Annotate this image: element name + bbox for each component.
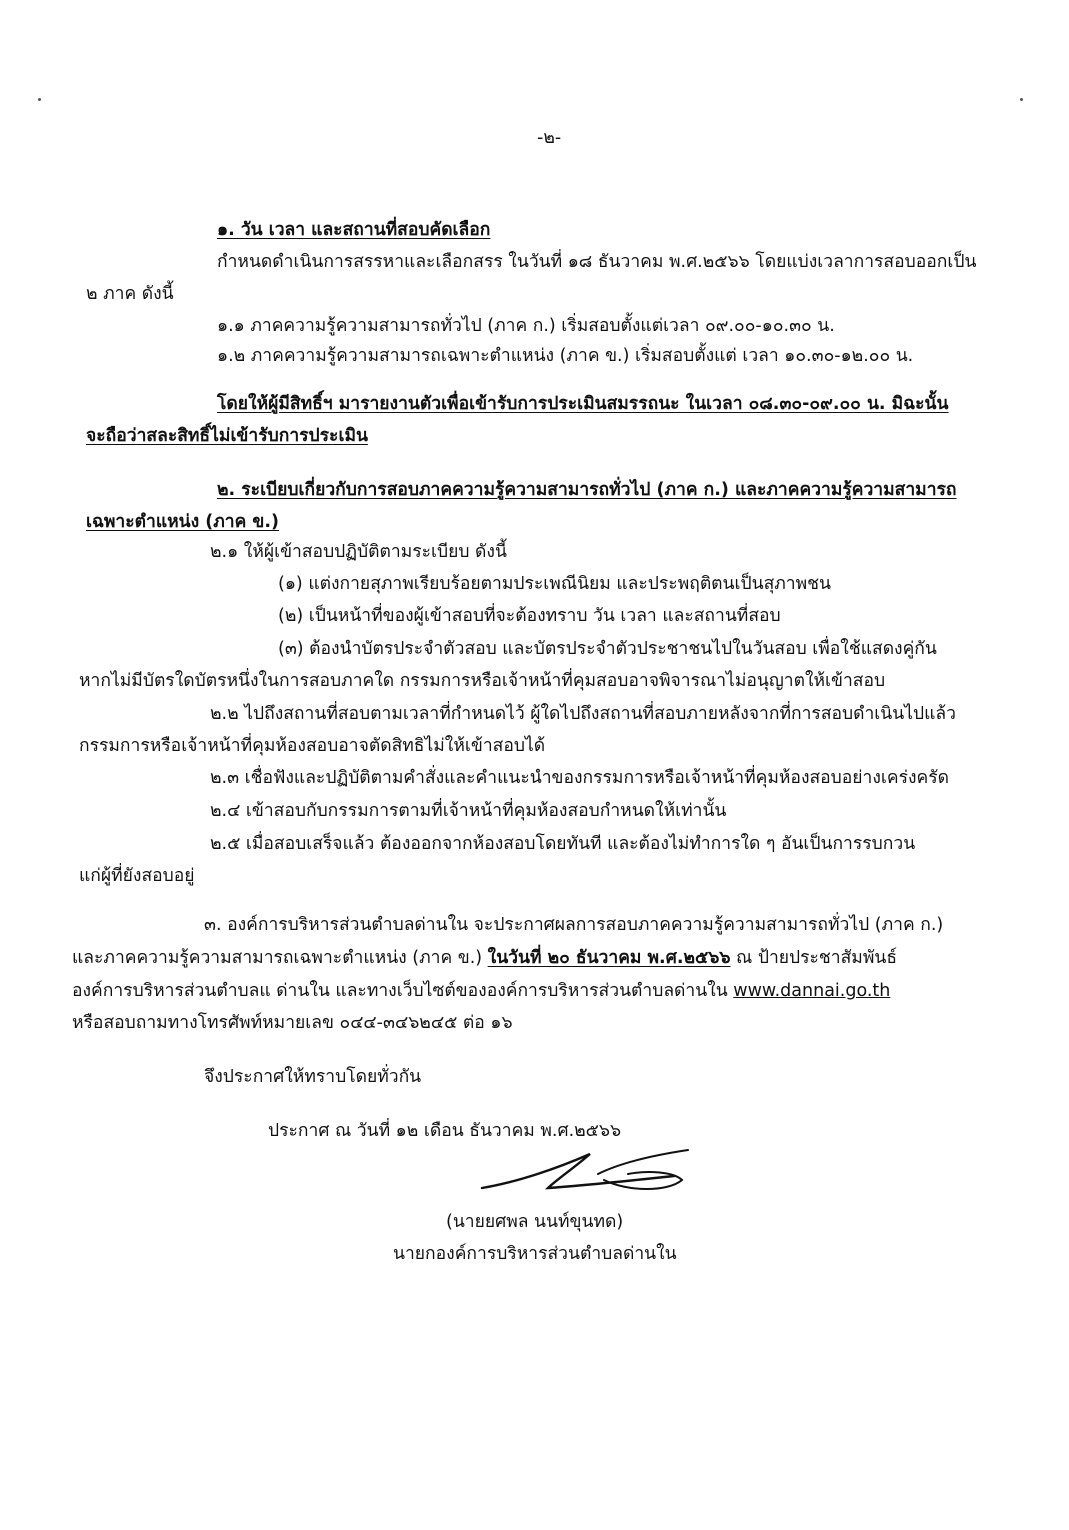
section1-line1: กำหนดดำเนินการสรรหาและเลือกสรร ในวันที่ ๑๘ ธันวาคม พ.ศ.๒๕๖๖ โดยแบ่งเวลาการสอบออกเป็น [217,252,977,272]
section3-line1: ๓. องค์การบริหารส่วนตำบลด่านใน จะประกาศผลการสอบภาคความรู้ความสามารถทั่วไป (ภาค ก.) [204,915,944,935]
section3-line4: หรือสอบถามทางโทรศัพท์หมายเลข ๐๔๔-๓๔๖๒๔๕ ต่อ ๑๖ [72,1013,513,1033]
announcement-date: ประกาศ ณ วันที่ ๑๒ เดือน ธันวาคม พ.ศ.๒๕๖๖ [268,1121,622,1141]
rule-2-2a: ๒.๒ ไปถึงสถานที่สอบตามเวลาที่กำหนดไว้ ผู้ใดไปถึงสถานที่สอบภายหลังจากที่การสอบดำเนินไปแล้ว [210,704,956,724]
results-date: ในวันที่ ๒๐ ธันวาคม พ.ศ.๒๕๖๖ [487,948,731,968]
section1-notice-line1: โดยให้ผู้มีสิทธิ์ฯ มารายงานตัวเพื่อเข้ารับการประเมินสมรรถนะ ในเวลา ๐๘.๓๐-๐๙.๐๐ น. มิฉะนั้น [217,394,949,414]
section1-item1: ๑.๑ ภาคความรู้ความสามารถทั่วไป (ภาค ก.) เริ่มสอบตั้งแต่เวลา ๐๙.๐๐-๑๐.๓๐ น. [217,316,835,336]
section2-heading-line1: ๒. ระเบียบเกี่ยวกับการสอบภาคความรู้ความสามารถทั่วไป (ภาค ก.) และภาคความรู้ความสามารถ [217,480,957,500]
rule-2-4: ๒.๔ เข้าสอบกับกรรมการตามที่เจ้าหน้าที่คุมห้องสอบกำหนดให้เท่านั้น [210,801,727,821]
scan-speck [1020,98,1023,101]
rule-2-1-3b: หากไม่มีบัตรใดบัตรหนึ่งในการสอบภาคใด กรรมการหรือเจ้าหน้าที่คุมสอบอาจพิจารณาไม่อนุญาตให้เข้าสอบ [79,671,886,691]
section1-item2: ๑.๒ ภาคความรู้ความสามารถเฉพาะตำแหน่ง (ภาค ข.) เริ่มสอบตั้งแต่ เวลา ๑๐.๓๐-๑๒.๐๐ น. [217,346,914,366]
rule-2-5a: ๒.๕ เมื่อสอบเสร็จแล้ว ต้องออกจากห้องสอบโดยทันที และต้องไม่ทำการใด ๆ อันเป็นการรบกวน [210,834,916,854]
section3-line3-pre: องค์การบริหารส่วนตำบลแ ด่านใน และทางเว็บไซต์ขององค์การบริหารส่วนตำบลด่านใน [72,981,734,1001]
section3-line2-post: ณ ป้ายประชาสัมพันธ์ [730,948,898,968]
signer-title: นายกองค์การบริหารส่วนตำบลด่านใน [393,1244,677,1264]
section2-heading-line2: เฉพาะตำแหน่ง (ภาค ข.) [86,512,280,532]
signer-name: (นายยศพล นนท์ขุนทด) [446,1212,624,1232]
rule-2-1-1: (๑) แต่งกายสุภาพเรียบร้อยตามประเพณีนิยม และประพฤติตนเป็นสุภาพชน [278,574,831,594]
rule-2-2b: กรรมการหรือเจ้าหน้าที่คุมห้องสอบอาจตัดสิทธิไม่ให้เข้าสอบได้ [79,736,546,756]
scan-speck [38,98,41,101]
signature-image [478,1146,694,1194]
section3-line2 [72,950,897,968]
rule-2-5b: แก่ผู้ที่ยังสอบอยู่ [79,866,195,886]
page-number: -๒- [537,128,562,148]
section3-line2-pre: และภาคความรู้ความสามารถเฉพาะตำแหน่ง (ภาค ข.) [72,948,488,968]
section1-notice-line2: จะถือว่าสละสิทธิ์ไม่เข้ารับการประเมิน [86,426,368,446]
section1-line2: ๒ ภาค ดังนี้ [86,284,174,304]
website-link[interactable]: www.dannai.go.th [733,981,891,1001]
closing-announce: จึงประกาศให้ทราบโดยทั่วกัน [204,1067,422,1087]
section1-heading: ๑. วัน เวลา และสถานที่สอบคัดเลือก [217,220,491,240]
rule-2-3: ๒.๓ เชื่อฟังและปฏิบัติตามคำสั่งและคำแนะนำของกรรมการหรือเจ้าหน้าที่คุมห้องสอบอย่างเคร่งครัด [210,768,950,788]
rule-2-1-3a: (๓) ต้องนำบัตรประจำตัวสอบ และบัตรประจำตัวประชาชนไปในวันสอบ เพื่อใช้แสดงคู่กัน [278,639,937,659]
rule-2-1: ๒.๑ ให้ผู้เข้าสอบปฏิบัติตามระเบียบ ดังนี้ [210,542,507,562]
rule-2-1-2: (๒) เป็นหน้าที่ของผู้เข้าสอบที่จะต้องทราบ วัน เวลา และสถานที่สอบ [278,606,781,626]
section3-line3 [72,983,890,1001]
